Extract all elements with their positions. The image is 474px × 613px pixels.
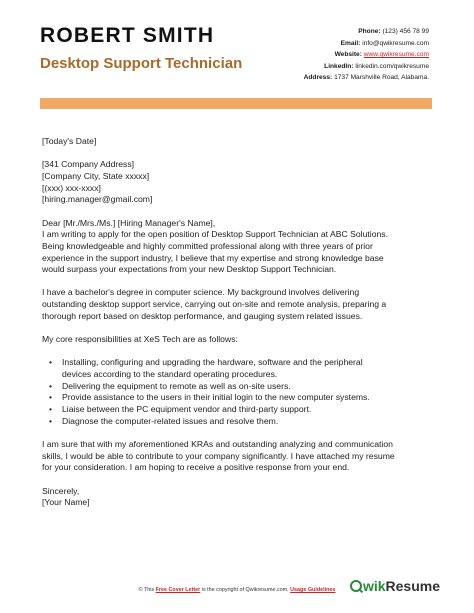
closing: Sincerely, (42, 485, 80, 496)
responsibilities-intro: My core responsibilities at XeS Tech are as follows: (42, 334, 238, 345)
footer-middle: is the copyright of Qwikresume.com. (200, 587, 291, 593)
contact-address (239, 72, 429, 84)
recipient-address-line: [Company City, State xxxxx] (42, 170, 150, 181)
text-line: I am writing to apply for the open position of Desktop Support Technician at ABC Solutions. (42, 229, 388, 240)
list-item (62, 392, 437, 404)
job-title: Desktop Support Technician (40, 55, 243, 72)
text-line: I am sure that with my aforementioned KRAs and outstanding analyzing and communication (42, 438, 393, 449)
paragraph-intro (42, 229, 437, 276)
usage-guidelines-link[interactable]: Usage Guidelines (290, 587, 336, 593)
list-item (62, 404, 437, 416)
text-line: • Diagnose the computer-related issues and resolve them. (62, 415, 279, 426)
phone-label: Phone: (358, 28, 381, 35)
linkedin-value: linkedin.com/qwikresume (355, 62, 429, 70)
list-item (62, 416, 437, 428)
applicant-name: ROBERT SMITH (40, 24, 215, 47)
salutation: Dear [Mr./Mrs./Ms.] [Hiring Manager's Name], (42, 217, 216, 228)
contact-linkedin (239, 61, 429, 73)
text-line: outstanding desktop support service, carrying out on-site and remote analysis, preparing a (42, 299, 387, 310)
paragraph-closing (42, 439, 437, 474)
text-line: • Delivering the equipment to remote as well as on-site users. (62, 380, 291, 391)
text-line: devices according to the standard operating procedures. (62, 369, 278, 380)
responsibilities-list (42, 357, 437, 427)
contact-website (239, 49, 429, 61)
signature: [Your Name] (42, 497, 90, 508)
recipient-address-line: [(xxx) xxx-xxxx] (42, 182, 101, 193)
contact-email (239, 38, 429, 50)
website-link[interactable]: www.qwikresume.com (363, 51, 429, 59)
logo-text-wik: wik (362, 578, 386, 594)
logo-text-resume: Resume (385, 578, 440, 594)
text-line: skills, I would be able to contribute to your company significantly. I have attached my resume (42, 450, 395, 461)
text-line: • Provide assistance to the users in their initial login to the new computer systems. (62, 392, 370, 403)
contact-phone (239, 26, 429, 38)
text-line: I have a bachelor's degree in computer science. My background involves delivering (42, 287, 360, 298)
text-line: • Liaise between the PC equipment vendor and third-party support. (62, 404, 312, 415)
free-cover-letter-link[interactable]: Free Cover Letter (155, 587, 201, 593)
contact-block (239, 26, 429, 84)
phone-value: (123) 456 78 99 (382, 28, 429, 35)
letter-body (42, 136, 437, 509)
q-logo-icon (350, 580, 362, 592)
address-label: Address: (303, 74, 333, 82)
linkedin-label: LinkedIn: (324, 62, 354, 70)
website-label: Website: (334, 51, 362, 59)
text-line: for your consideration. I am hoping to receive a positive response from your end. (42, 462, 350, 473)
recipient-address-line: [hiring.manager@gmail.com] (42, 194, 153, 205)
email-value: info@qwikresume.com (362, 39, 429, 47)
accent-divider-bar (40, 98, 432, 109)
recipient-address-line: [341 Company Address] (42, 159, 135, 170)
qwikresume-logo[interactable] (350, 578, 440, 594)
footer-prefix: © This (138, 587, 156, 593)
text-line: would surpass your expectations from your new Desktop Support Technician. (42, 264, 337, 275)
text-line: • Installing, configuring and upgrading the hardware, software and the peripheral (62, 357, 363, 368)
paragraph-background (42, 287, 437, 322)
letter-date: [Today's Date] (42, 136, 97, 146)
address-value: 1737 Marshville Road, Alabama. (334, 74, 429, 82)
list-item (62, 357, 437, 380)
email-label: Email: (340, 39, 361, 47)
list-item (62, 381, 437, 393)
text-line: Being knowledgeable and highly committed professional along with three years of prior (42, 240, 373, 251)
text-line: experience in the support industry, I believe that my expertise and strong knowledge base (42, 252, 384, 263)
text-line: thorough report based on desktop performance, and gauging system related issues. (42, 310, 363, 321)
